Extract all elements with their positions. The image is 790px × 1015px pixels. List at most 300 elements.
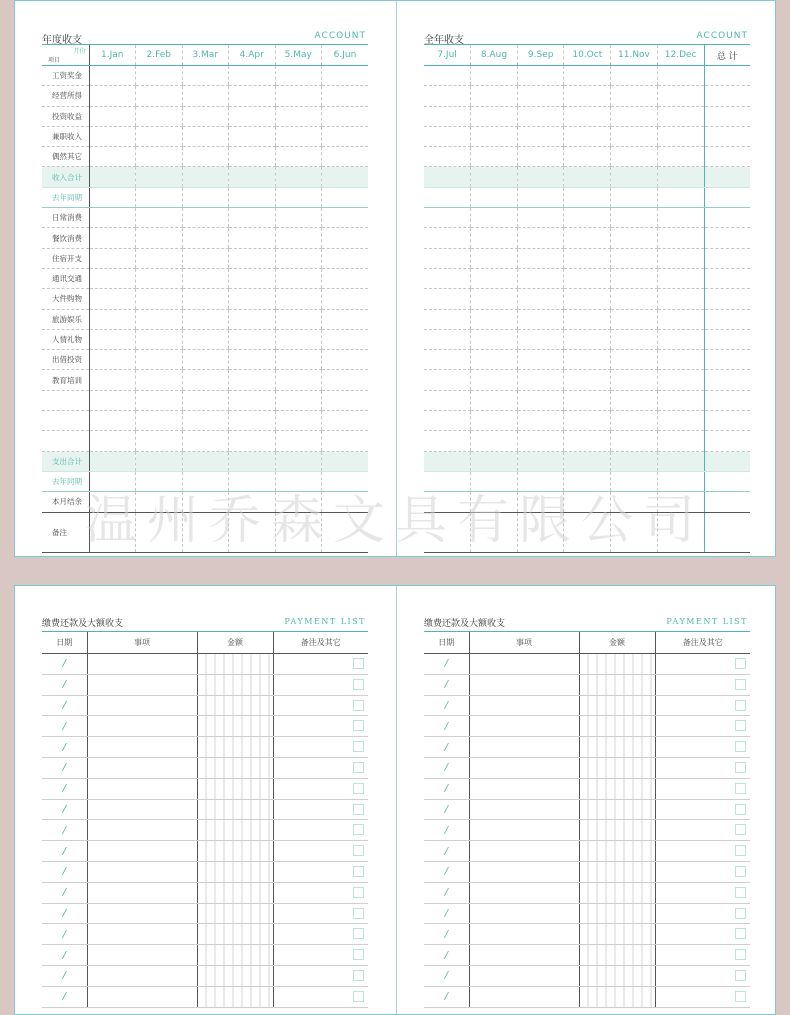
entry-cell[interactable] <box>471 208 518 228</box>
entry-cell[interactable] <box>89 147 136 167</box>
entry-cell[interactable] <box>564 370 611 390</box>
total-cell[interactable] <box>704 228 750 248</box>
total-cell[interactable] <box>704 208 750 228</box>
entry-cell[interactable] <box>89 66 136 86</box>
entry-cell[interactable] <box>517 187 564 207</box>
entry-cell[interactable] <box>517 66 564 86</box>
entry-cell[interactable] <box>182 390 229 410</box>
amount-cell[interactable] <box>197 654 273 675</box>
entry-cell[interactable] <box>229 512 276 552</box>
entry-cell[interactable] <box>89 248 136 268</box>
entry-cell[interactable] <box>322 390 369 410</box>
checkbox[interactable] <box>353 824 364 835</box>
total-cell[interactable] <box>704 390 750 410</box>
total-cell[interactable] <box>704 370 750 390</box>
entry-cell[interactable] <box>322 106 369 126</box>
entry-cell[interactable] <box>182 106 229 126</box>
checkbox[interactable] <box>735 741 746 752</box>
item-cell[interactable] <box>469 674 579 695</box>
entry-cell[interactable] <box>275 329 322 349</box>
entry-cell[interactable] <box>275 451 322 471</box>
entry-cell[interactable] <box>657 106 704 126</box>
notes-cell[interactable] <box>655 674 750 695</box>
date-cell[interactable]: / <box>424 716 469 737</box>
notes-cell[interactable] <box>655 695 750 716</box>
checkbox[interactable] <box>735 845 746 856</box>
entry-cell[interactable] <box>611 147 658 167</box>
notes-cell[interactable] <box>655 654 750 675</box>
date-cell[interactable]: / <box>42 737 87 758</box>
entry-cell[interactable] <box>611 512 658 552</box>
notes-cell[interactable] <box>273 757 368 778</box>
entry-cell[interactable] <box>136 411 183 431</box>
entry-cell[interactable] <box>424 248 471 268</box>
item-cell[interactable] <box>469 757 579 778</box>
entry-cell[interactable] <box>611 66 658 86</box>
entry-cell[interactable] <box>322 350 369 370</box>
entry-cell[interactable] <box>471 309 518 329</box>
amount-cell[interactable] <box>197 737 273 758</box>
amount-cell[interactable] <box>579 820 655 841</box>
entry-cell[interactable] <box>517 512 564 552</box>
item-cell[interactable] <box>87 841 197 862</box>
date-cell[interactable]: / <box>424 778 469 799</box>
item-cell[interactable] <box>87 820 197 841</box>
entry-cell[interactable] <box>657 431 704 451</box>
notes-cell[interactable] <box>273 695 368 716</box>
entry-cell[interactable] <box>322 512 369 552</box>
entry-cell[interactable] <box>564 471 611 491</box>
entry-cell[interactable] <box>275 431 322 451</box>
entry-cell[interactable] <box>229 309 276 329</box>
amount-cell[interactable] <box>579 757 655 778</box>
item-cell[interactable] <box>469 737 579 758</box>
item-cell[interactable] <box>469 799 579 820</box>
checkbox[interactable] <box>353 804 364 815</box>
entry-cell[interactable] <box>471 187 518 207</box>
entry-cell[interactable] <box>229 431 276 451</box>
entry-cell[interactable] <box>564 126 611 146</box>
item-cell[interactable] <box>87 986 197 1007</box>
entry-cell[interactable] <box>229 370 276 390</box>
entry-cell[interactable] <box>471 147 518 167</box>
entry-cell[interactable] <box>611 208 658 228</box>
total-cell[interactable] <box>704 187 750 207</box>
entry-cell[interactable] <box>517 248 564 268</box>
entry-cell[interactable] <box>182 309 229 329</box>
total-cell[interactable] <box>704 471 750 491</box>
entry-cell[interactable] <box>564 329 611 349</box>
amount-cell[interactable] <box>579 861 655 882</box>
entry-cell[interactable] <box>471 228 518 248</box>
entry-cell[interactable] <box>564 228 611 248</box>
checkbox[interactable] <box>353 949 364 960</box>
entry-cell[interactable] <box>89 390 136 410</box>
entry-cell[interactable] <box>564 289 611 309</box>
date-cell[interactable]: / <box>42 757 87 778</box>
entry-cell[interactable] <box>657 492 704 512</box>
item-cell[interactable] <box>469 903 579 924</box>
total-cell[interactable] <box>704 167 750 187</box>
entry-cell[interactable] <box>424 86 471 106</box>
entry-cell[interactable] <box>182 431 229 451</box>
notes-cell[interactable] <box>273 820 368 841</box>
entry-cell[interactable] <box>657 512 704 552</box>
entry-cell[interactable] <box>471 126 518 146</box>
entry-cell[interactable] <box>424 309 471 329</box>
entry-cell[interactable] <box>182 147 229 167</box>
item-cell[interactable] <box>87 861 197 882</box>
entry-cell[interactable] <box>136 370 183 390</box>
entry-cell[interactable] <box>611 86 658 106</box>
notes-cell[interactable] <box>655 924 750 945</box>
entry-cell[interactable] <box>89 451 136 471</box>
item-cell[interactable] <box>469 882 579 903</box>
entry-cell[interactable] <box>136 86 183 106</box>
entry-cell[interactable] <box>322 66 369 86</box>
notes-cell[interactable] <box>655 861 750 882</box>
notes-cell[interactable] <box>273 799 368 820</box>
entry-cell[interactable] <box>611 451 658 471</box>
notes-cell[interactable] <box>655 882 750 903</box>
notes-cell[interactable] <box>655 841 750 862</box>
entry-cell[interactable] <box>611 289 658 309</box>
entry-cell[interactable] <box>611 106 658 126</box>
entry-cell[interactable] <box>89 86 136 106</box>
entry-cell[interactable] <box>657 66 704 86</box>
entry-cell[interactable] <box>322 431 369 451</box>
checkbox[interactable] <box>735 887 746 898</box>
entry-cell[interactable] <box>275 309 322 329</box>
entry-cell[interactable] <box>136 512 183 552</box>
entry-cell[interactable] <box>611 228 658 248</box>
entry-cell[interactable] <box>471 106 518 126</box>
notes-cell[interactable] <box>655 799 750 820</box>
entry-cell[interactable] <box>564 512 611 552</box>
item-cell[interactable] <box>87 674 197 695</box>
date-cell[interactable]: / <box>42 778 87 799</box>
entry-cell[interactable] <box>322 187 369 207</box>
entry-cell[interactable] <box>322 451 369 471</box>
date-cell[interactable]: / <box>42 654 87 675</box>
entry-cell[interactable] <box>275 228 322 248</box>
entry-cell[interactable] <box>136 167 183 187</box>
entry-cell[interactable] <box>89 106 136 126</box>
entry-cell[interactable] <box>229 167 276 187</box>
entry-cell[interactable] <box>322 492 369 512</box>
entry-cell[interactable] <box>471 248 518 268</box>
entry-cell[interactable] <box>564 268 611 288</box>
entry-cell[interactable] <box>657 126 704 146</box>
checkbox[interactable] <box>353 658 364 669</box>
entry-cell[interactable] <box>657 370 704 390</box>
entry-cell[interactable] <box>229 208 276 228</box>
entry-cell[interactable] <box>424 268 471 288</box>
entry-cell[interactable] <box>136 329 183 349</box>
notes-cell[interactable] <box>655 778 750 799</box>
entry-cell[interactable] <box>564 167 611 187</box>
entry-cell[interactable] <box>136 248 183 268</box>
entry-cell[interactable] <box>657 187 704 207</box>
entry-cell[interactable] <box>564 451 611 471</box>
entry-cell[interactable] <box>275 471 322 491</box>
amount-cell[interactable] <box>579 654 655 675</box>
entry-cell[interactable] <box>182 289 229 309</box>
entry-cell[interactable] <box>564 86 611 106</box>
entry-cell[interactable] <box>564 309 611 329</box>
entry-cell[interactable] <box>517 126 564 146</box>
entry-cell[interactable] <box>517 147 564 167</box>
entry-cell[interactable] <box>229 451 276 471</box>
entry-cell[interactable] <box>657 248 704 268</box>
entry-cell[interactable] <box>89 268 136 288</box>
entry-cell[interactable] <box>182 66 229 86</box>
entry-cell[interactable] <box>564 350 611 370</box>
entry-cell[interactable] <box>322 289 369 309</box>
total-cell[interactable] <box>704 126 750 146</box>
entry-cell[interactable] <box>611 268 658 288</box>
entry-cell[interactable] <box>611 390 658 410</box>
entry-cell[interactable] <box>89 187 136 207</box>
entry-cell[interactable] <box>89 167 136 187</box>
notes-cell[interactable] <box>273 841 368 862</box>
checkbox[interactable] <box>353 970 364 981</box>
amount-cell[interactable] <box>197 861 273 882</box>
entry-cell[interactable] <box>517 471 564 491</box>
entry-cell[interactable] <box>517 309 564 329</box>
entry-cell[interactable] <box>182 329 229 349</box>
checkbox[interactable] <box>735 928 746 939</box>
entry-cell[interactable] <box>229 329 276 349</box>
entry-cell[interactable] <box>517 390 564 410</box>
amount-cell[interactable] <box>197 757 273 778</box>
item-cell[interactable] <box>469 695 579 716</box>
date-cell[interactable]: / <box>424 654 469 675</box>
entry-cell[interactable] <box>275 248 322 268</box>
total-cell[interactable] <box>704 492 750 512</box>
date-cell[interactable]: / <box>42 716 87 737</box>
entry-cell[interactable] <box>611 167 658 187</box>
item-cell[interactable] <box>469 986 579 1007</box>
entry-cell[interactable] <box>471 289 518 309</box>
entry-cell[interactable] <box>136 492 183 512</box>
entry-cell[interactable] <box>229 228 276 248</box>
entry-cell[interactable] <box>89 431 136 451</box>
entry-cell[interactable] <box>611 431 658 451</box>
checkbox[interactable] <box>353 783 364 794</box>
checkbox[interactable] <box>735 783 746 794</box>
entry-cell[interactable] <box>424 208 471 228</box>
date-cell[interactable]: / <box>42 861 87 882</box>
entry-cell[interactable] <box>517 492 564 512</box>
entry-cell[interactable] <box>182 228 229 248</box>
total-cell[interactable] <box>704 350 750 370</box>
date-cell[interactable]: / <box>42 882 87 903</box>
date-cell[interactable]: / <box>42 986 87 1007</box>
entry-cell[interactable] <box>136 471 183 491</box>
item-cell[interactable] <box>469 820 579 841</box>
notes-cell[interactable] <box>273 986 368 1007</box>
entry-cell[interactable] <box>471 370 518 390</box>
notes-cell[interactable] <box>655 965 750 986</box>
entry-cell[interactable] <box>229 268 276 288</box>
entry-cell[interactable] <box>136 208 183 228</box>
entry-cell[interactable] <box>564 106 611 126</box>
entry-cell[interactable] <box>471 471 518 491</box>
entry-cell[interactable] <box>611 492 658 512</box>
amount-cell[interactable] <box>197 965 273 986</box>
entry-cell[interactable] <box>471 512 518 552</box>
entry-cell[interactable] <box>657 350 704 370</box>
entry-cell[interactable] <box>136 268 183 288</box>
date-cell[interactable]: / <box>424 737 469 758</box>
entry-cell[interactable] <box>182 451 229 471</box>
date-cell[interactable]: / <box>42 799 87 820</box>
entry-cell[interactable] <box>471 431 518 451</box>
amount-cell[interactable] <box>197 778 273 799</box>
entry-cell[interactable] <box>564 431 611 451</box>
total-cell[interactable] <box>704 329 750 349</box>
date-cell[interactable]: / <box>424 799 469 820</box>
entry-cell[interactable] <box>424 126 471 146</box>
entry-cell[interactable] <box>564 411 611 431</box>
entry-cell[interactable] <box>182 268 229 288</box>
entry-cell[interactable] <box>136 451 183 471</box>
item-cell[interactable] <box>87 965 197 986</box>
entry-cell[interactable] <box>229 126 276 146</box>
entry-cell[interactable] <box>424 512 471 552</box>
entry-cell[interactable] <box>657 309 704 329</box>
entry-cell[interactable] <box>322 86 369 106</box>
amount-cell[interactable] <box>197 674 273 695</box>
total-cell[interactable] <box>704 248 750 268</box>
entry-cell[interactable] <box>136 431 183 451</box>
entry-cell[interactable] <box>611 411 658 431</box>
entry-cell[interactable] <box>229 289 276 309</box>
checkbox[interactable] <box>735 866 746 877</box>
total-cell[interactable] <box>704 431 750 451</box>
amount-cell[interactable] <box>197 903 273 924</box>
entry-cell[interactable] <box>275 411 322 431</box>
date-cell[interactable]: / <box>42 965 87 986</box>
item-cell[interactable] <box>469 965 579 986</box>
entry-cell[interactable] <box>471 66 518 86</box>
entry-cell[interactable] <box>89 411 136 431</box>
date-cell[interactable]: / <box>424 674 469 695</box>
item-cell[interactable] <box>87 695 197 716</box>
entry-cell[interactable] <box>657 86 704 106</box>
checkbox[interactable] <box>735 700 746 711</box>
amount-cell[interactable] <box>197 799 273 820</box>
item-cell[interactable] <box>87 903 197 924</box>
entry-cell[interactable] <box>517 86 564 106</box>
entry-cell[interactable] <box>136 147 183 167</box>
entry-cell[interactable] <box>657 411 704 431</box>
entry-cell[interactable] <box>182 167 229 187</box>
total-cell[interactable] <box>704 66 750 86</box>
amount-cell[interactable] <box>579 903 655 924</box>
entry-cell[interactable] <box>471 492 518 512</box>
checkbox[interactable] <box>735 991 746 1002</box>
checkbox[interactable] <box>735 908 746 919</box>
date-cell[interactable]: / <box>42 903 87 924</box>
entry-cell[interactable] <box>517 431 564 451</box>
entry-cell[interactable] <box>424 492 471 512</box>
entry-cell[interactable] <box>275 86 322 106</box>
entry-cell[interactable] <box>136 390 183 410</box>
entry-cell[interactable] <box>229 390 276 410</box>
notes-cell[interactable] <box>273 903 368 924</box>
item-cell[interactable] <box>87 945 197 966</box>
entry-cell[interactable] <box>424 106 471 126</box>
checkbox[interactable] <box>353 845 364 856</box>
amount-cell[interactable] <box>579 695 655 716</box>
checkbox[interactable] <box>735 720 746 731</box>
entry-cell[interactable] <box>182 350 229 370</box>
entry-cell[interactable] <box>322 126 369 146</box>
entry-cell[interactable] <box>182 126 229 146</box>
entry-cell[interactable] <box>229 350 276 370</box>
entry-cell[interactable] <box>182 248 229 268</box>
entry-cell[interactable] <box>424 411 471 431</box>
entry-cell[interactable] <box>471 451 518 471</box>
entry-cell[interactable] <box>471 167 518 187</box>
item-cell[interactable] <box>469 716 579 737</box>
entry-cell[interactable] <box>517 268 564 288</box>
entry-cell[interactable] <box>89 350 136 370</box>
entry-cell[interactable] <box>275 350 322 370</box>
entry-cell[interactable] <box>275 268 322 288</box>
date-cell[interactable]: / <box>42 924 87 945</box>
entry-cell[interactable] <box>424 289 471 309</box>
notes-cell[interactable] <box>273 716 368 737</box>
entry-cell[interactable] <box>657 329 704 349</box>
entry-cell[interactable] <box>424 167 471 187</box>
entry-cell[interactable] <box>275 492 322 512</box>
date-cell[interactable]: / <box>42 820 87 841</box>
amount-cell[interactable] <box>579 882 655 903</box>
date-cell[interactable]: / <box>424 820 469 841</box>
entry-cell[interactable] <box>657 390 704 410</box>
entry-cell[interactable] <box>229 471 276 491</box>
entry-cell[interactable] <box>136 228 183 248</box>
notes-cell[interactable] <box>655 820 750 841</box>
notes-cell[interactable] <box>655 986 750 1007</box>
checkbox[interactable] <box>735 824 746 835</box>
entry-cell[interactable] <box>275 106 322 126</box>
total-cell[interactable] <box>704 451 750 471</box>
item-cell[interactable] <box>87 924 197 945</box>
entry-cell[interactable] <box>322 329 369 349</box>
amount-cell[interactable] <box>197 716 273 737</box>
entry-cell[interactable] <box>275 66 322 86</box>
entry-cell[interactable] <box>89 512 136 552</box>
entry-cell[interactable] <box>229 248 276 268</box>
entry-cell[interactable] <box>657 451 704 471</box>
notes-cell[interactable] <box>655 945 750 966</box>
amount-cell[interactable] <box>579 841 655 862</box>
notes-cell[interactable] <box>273 945 368 966</box>
entry-cell[interactable] <box>564 492 611 512</box>
notes-cell[interactable] <box>273 861 368 882</box>
entry-cell[interactable] <box>136 106 183 126</box>
entry-cell[interactable] <box>657 147 704 167</box>
entry-cell[interactable] <box>657 289 704 309</box>
entry-cell[interactable] <box>322 370 369 390</box>
entry-cell[interactable] <box>136 289 183 309</box>
checkbox[interactable] <box>353 866 364 877</box>
entry-cell[interactable] <box>424 147 471 167</box>
